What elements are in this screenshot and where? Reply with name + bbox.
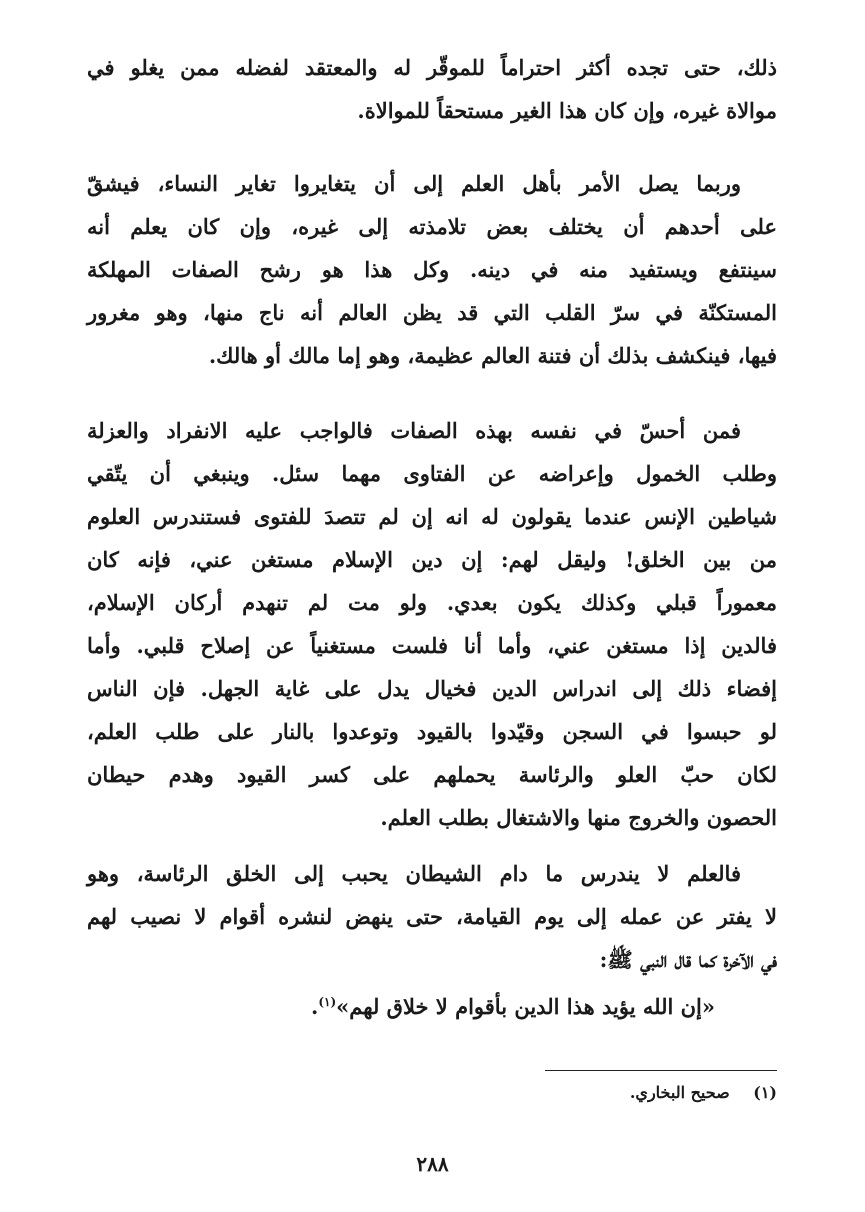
text-line: وربما يصل الأمر بأهل العلم إلى أن يتغايروا تغاير النساء، فيشقّ [87,171,741,196]
text-line: إفضاء ذلك إلى اندراس الدين فخيال يدل على غاية الجهل. فإن الناس [87,676,777,701]
text-line: فالدين إذا مستغن عني، وأما أنا فلست مستغنياً عن إصلاح قلبي. وأما [87,633,777,658]
footnote-divider [545,1070,777,1071]
quote-text: «إن الله يؤيد هذا الدين بأقوام لا خلاق لهم» [336,994,715,1019]
text-line: لا يفتر عن عمله إلى يوم القيامة، حتى ينهض لنشره أقوام لا نصيب لهم [87,904,777,929]
text-line: فمن أحسّ في نفسه بهذه الصفات فالواجب عليه الانفراد والعزلة [87,418,741,443]
text-line: معموراً قبلي وكذلك يكون بعدي. ولو مت لم تنهدم أركان الإسلام، [87,590,778,615]
footnote [630,1083,777,1102]
hadith-quote [311,994,715,1019]
text-line: موالاة غيره، وإن كان هذا الغير مستحقاً للموالاة. [357,98,777,123]
text-line: شياطين الإنس عندما يقولون له انه إن لم تتصدَ للفتوى فستندرس العلوم [87,504,777,529]
footnote-number: (١) [753,1083,777,1102]
text-line: في الآخرة كما قال النبي ﷺ: [599,947,777,972]
footnote-marker[interactable]: (١) [318,995,337,1009]
text-line: ذلك، حتى تجده أكثر احتراماً للموقّر له والمعتقد لفضله ممن يغلو في [87,55,777,80]
paragraph-2 [87,162,777,377]
text-line: لكان حبّ العلو والرئاسة يحملهم على كسر القيود وهدم حيطان [87,762,777,787]
paragraph-4 [87,852,777,981]
text-line: وطلب الخمول وإعراضه عن الفتاوى مهما سئل. وينبغي أن يتّقي [87,461,777,486]
text-line: من بين الخلق! وليقل لهم: إن دين الإسلام مستغن عني، فإنه كان [87,547,777,572]
text-line: الحصون والخروج منها والاشتغال بطلب العلم. [380,805,777,830]
footnote-text: صحيح البخاري. [629,1083,730,1102]
paragraph-1 [87,46,777,132]
quote-end-mark: . [311,994,319,1019]
text-line: لو حبسوا في السجن وقيّدوا بالقيود وتوعدوا بالنار على طلب العلم، [87,719,777,744]
text-line: فيها، فينكشف بذلك أن فتنة العالم عظيمة، وهو إما مالك أو هالك. [208,343,777,368]
text-line: على أحدهم أن يختلف بعض تلامذته إلى غيره، وإن كان يعلم أنه [87,214,777,239]
page-number: ٢٨٨ [416,1152,449,1176]
paragraph-3 [87,409,777,839]
text-line: سينتفع ويستفيد منه في دينه. وكل هذا هو رشح الصفات المهلكة [87,257,777,282]
text-line: فالعلم لا يندرس ما دام الشيطان يحبب إلى الخلق الرئاسة، وهو [87,861,741,886]
text-line: المستكنّة في سرّ القلب التي قد يظن العالم أنه ناج منها، وهو مغرور [87,300,777,325]
